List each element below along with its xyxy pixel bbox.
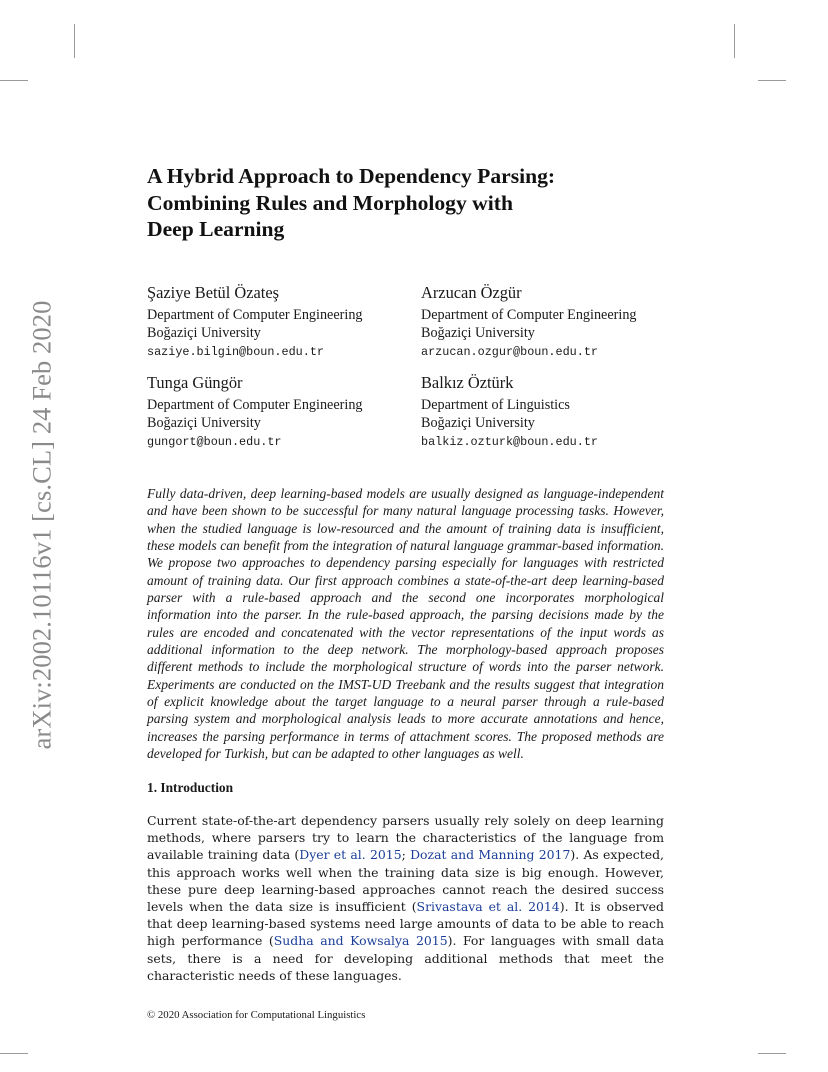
author-email[interactable]: gungort@boun.edu.tr xyxy=(147,435,282,449)
body-text: Current state-of-the-art dependency parsers usually rely solely on deep learning methods, where parsers try to learn the characteristics of the language from available training data ( xyxy=(147,813,664,863)
body-text: ). As expected, this approach works well when the training data size is big enough. However, these pure deep learning-based approaches cannot reach the desired success levels when the data size is insufficient ( xyxy=(147,847,664,915)
body-text: ). For languages with small data sets, there is a need for developing additional methods that meet the characteristic needs of these languages. xyxy=(147,933,664,983)
section-heading: 1. Introduction xyxy=(147,780,234,795)
author-university: Boğaziçi University xyxy=(421,325,535,341)
crop-mark xyxy=(0,80,28,81)
arxiv-stamp xyxy=(20,290,64,760)
author-email[interactable]: saziye.bilgin@boun.edu.tr xyxy=(147,345,324,359)
author-university: Boğaziçi University xyxy=(421,415,535,431)
citation-link[interactable]: Sudha and Kowsalya 2015 xyxy=(273,933,448,949)
body-text: ; xyxy=(401,847,411,863)
arxiv-id-text: arXiv:2002.10116v1 [cs.CL] 24 Feb 2020 xyxy=(26,300,57,750)
title-line: Deep Learning xyxy=(147,217,285,241)
author-university: Boğaziçi University xyxy=(147,325,261,341)
crop-mark xyxy=(758,80,786,81)
author-name: Tunga Güngör xyxy=(147,373,243,392)
author-university: Boğaziçi University xyxy=(147,415,261,431)
author-name: Şaziye Betül Özateş xyxy=(147,283,279,302)
author-name: Balkız Öztürk xyxy=(421,373,514,392)
copyright-notice: © 2020 Association for Computational Linguistics xyxy=(147,1009,366,1021)
author-block-3 xyxy=(147,373,363,451)
abstract: Fully data-driven, deep learning-based models are usually designed as language-independent and have been shown to be successful for many natural language processing tasks. However, when the studied language is low-resourced and the amount of training data is insufficient, these models can benefit from the integration of natural language grammar-based information. We propose two approaches to dependency parsing especially for languages with restricted amount of training data. Our first approach combines a state-of-the-art deep learning-based parser with a rule-based approach and the second one incorporates morphological information into the parser. In the rule-based approach, the parsing decisions made by the rules are encoded and concatenated with the vector representations of the input words as additional information to the deep network. The morphology-based approach proposes different methods to include the morphological structure of words into the parser network. Experiments are conducted on the IMST-UD Treebank and the results suggest that integration of explicit knowledge about the target language to a neural parser through a rule-based parsing system and morphological analysis leads to more accurate annotations and hence, increases the parsing performance in terms of attachment scores. The proposed methods are developed for Turkish, but can be adapted to other languages as well. xyxy=(147,486,664,762)
citation-link[interactable]: Dyer et al. 2015 xyxy=(299,847,402,863)
author-email[interactable]: balkiz.ozturk@boun.edu.tr xyxy=(421,435,598,449)
crop-mark xyxy=(734,24,735,58)
author-block-2 xyxy=(421,283,637,361)
author-email[interactable]: arzucan.ozgur@boun.edu.tr xyxy=(421,345,598,359)
crop-mark xyxy=(0,1053,28,1054)
paper-title xyxy=(147,163,667,243)
title-line: Combining Rules and Morphology with xyxy=(147,190,513,215)
crop-mark xyxy=(758,1053,786,1054)
body-text: ). It is observed that deep learning-based systems need large amounts of data to be able to reach high performance ( xyxy=(147,899,664,949)
title-line: A Hybrid Approach to Dependency Parsing: xyxy=(147,164,556,188)
citation-link[interactable]: Srivastava et al. 2014 xyxy=(416,899,560,915)
author-department: Department of Linguistics xyxy=(421,397,570,413)
intro-paragraph xyxy=(147,812,664,984)
author-block-4 xyxy=(421,373,598,451)
author-name: Arzucan Özgür xyxy=(421,283,522,302)
crop-mark xyxy=(74,24,75,58)
author-department: Department of Computer Engineering xyxy=(147,397,363,413)
author-department: Department of Computer Engineering xyxy=(421,307,637,323)
author-block-1 xyxy=(147,283,363,361)
citation-link[interactable]: Dozat and Manning 2017 xyxy=(410,847,571,863)
author-department: Department of Computer Engineering xyxy=(147,307,363,323)
